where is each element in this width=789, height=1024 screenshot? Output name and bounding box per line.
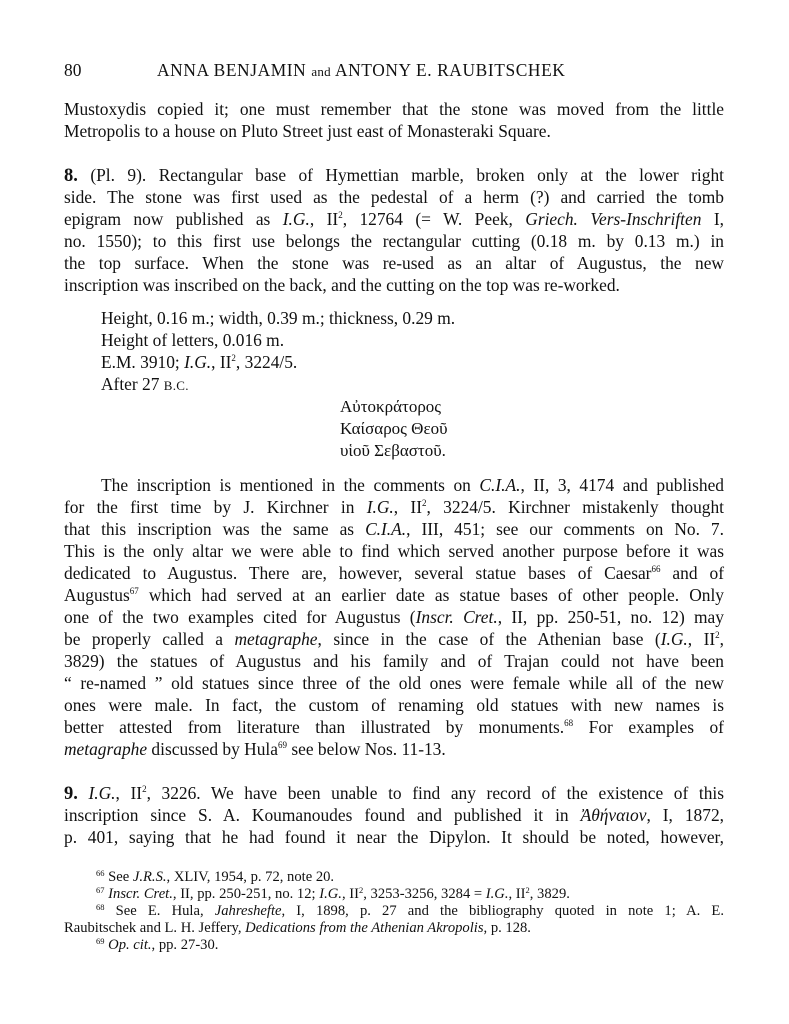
footnote-ref-67: 67 (129, 586, 139, 596)
paragraph-line: This is the only altar we were able to find which served another purpose before it was (64, 541, 724, 561)
page-number: 80 (64, 60, 82, 80)
paragraph-line: metagraphe discussed by Hula$^{69}$ see below Nos. 11-13. (64, 739, 446, 759)
paragraph-line: dedicated to Augustus. There are, however, several statue bases of Caesar$^{66}$ and of (64, 563, 724, 583)
measurement-line: After 27 B.C. (101, 374, 189, 394)
measurement-line: Height, 0.16 m.; width, 0.39 m.; thickness, 0.29 m. (101, 308, 456, 328)
entry-9-line: inscription since S. A. Koumanoudes found and published it in Ἀθήναιον, I, 1872, (64, 805, 724, 825)
paragraph-line: for the first time by J. Kirchner in I.G., $II^2$, 3224/5. Kirchner mistakenly thought (64, 497, 725, 517)
footnote-ref-66: 66 (651, 564, 661, 574)
paragraph-line: The inscription is mentioned in the comments on C.I.A., II, 3, 4174 and published (101, 475, 725, 495)
entry-9-number: 9. (64, 784, 78, 804)
footnote-ref-68: 68 (564, 718, 574, 728)
measurement-line: E.M. 3910; I.G., $II^2$, 3224/5. (101, 352, 298, 372)
entry-8-line: inscription was inscribed on the back, and the cutting on the top was re-worked. (64, 275, 620, 295)
paragraph-line: one of the two examples cited for Augustus (Inscr. Cret., II, pp. 250-51, no. 12) may (64, 607, 724, 627)
paragraph-line: Augustus$^{67}$ which had served at an earlier date as statue bases of other people. Only (64, 585, 724, 605)
footnote-ref-69: 69 (277, 740, 287, 750)
paragraph-line: “ re-named ” old statues since three of the old ones were female while all of the new (64, 673, 724, 693)
running-head-authors: ANNA BENJAMIN and ANTONY E. RAUBITSCHEK (157, 60, 566, 80)
measurement-line: Height of letters, 0.016 m. (101, 330, 285, 350)
entry-8-line: side. The stone was first used as the pedestal of a herm (?) and carried the tomb (64, 187, 724, 207)
greek-inscription-line: Αὐτοκράτορος (340, 397, 442, 416)
entry-8-number: 8. (64, 166, 78, 186)
entry-9-line: 9. I.G., $II^2$, 3226. We have been unable to find any record of the existence of this (64, 783, 724, 804)
footnote-66: $^{66}$ See J.R.S., XLIV, 1954, p. 72, note 20. (96, 868, 335, 885)
paragraph-line: that this inscription was the same as C.I.A., III, 451; see our comments on No. 7. (64, 519, 724, 539)
paragraph-line: ones were male. In fact, the custom of renaming old statues with new names is (64, 695, 724, 715)
entry-8-line: 8. (Pl. 9). Rectangular base of Hymettian marble, broken only at the lower right (64, 165, 724, 186)
footnote-68-continued: Raubitschek and L. H. Jeffery, Dedications from the Athenian Akropolis, p. 128. (64, 920, 531, 936)
entry-9-line: p. 401, saying that he had found it near the Dipylon. It should be noted, however, (64, 827, 724, 847)
greek-inscription-line: Καίσαρος Θεοῦ (340, 419, 448, 438)
paragraph-line: be properly called a metagraphe, since in the case of the Athenian base (I.G., $II^2$, (64, 629, 725, 649)
intro-line: Metropolis to a house on Pluto Street just east of Monasteraki Square. (64, 121, 551, 141)
greek-inscription-line: υἱοῦ Σεβαστοῦ. (340, 441, 446, 460)
paragraph-line: better attested from literature than illustrated by monuments.$^{68}$ For examples of (64, 717, 724, 737)
footnote-68: $^{68}$ See E. Hula, Jahreshefte, I, 1898, p. 27 and the bibliography quoted in note 1; A. E. (96, 902, 724, 919)
running-head (64, 59, 566, 81)
entry-8-line: epigram now published as I.G., $II^2$, 12764 (= W. Peek, Griech. Vers-Inschriften I, (64, 209, 724, 229)
entry-8-line: no. 1550); to this first use belongs the rectangular cutting (0.18 m. by 0.13 m.) in (64, 231, 724, 251)
paragraph-line: 3829) the statues of Augustus and his family and of Trajan could not have been (64, 651, 724, 671)
entry-8-line: the top surface. When the stone was re-used as an altar of Augustus, the new (64, 253, 724, 273)
footnote-67: $^{67}$ Inscr. Cret., II, pp. 250-251, no. 12; I.G., II$^2$, 3253-3256, 3284 = I.G., II$^2$, 3829. (96, 885, 570, 902)
intro-line: Mustoxydis copied it; one must remember that the stone was moved from the little (64, 99, 724, 119)
footnote-69: $^{69}$ Op. cit., pp. 27-30. (96, 936, 219, 953)
